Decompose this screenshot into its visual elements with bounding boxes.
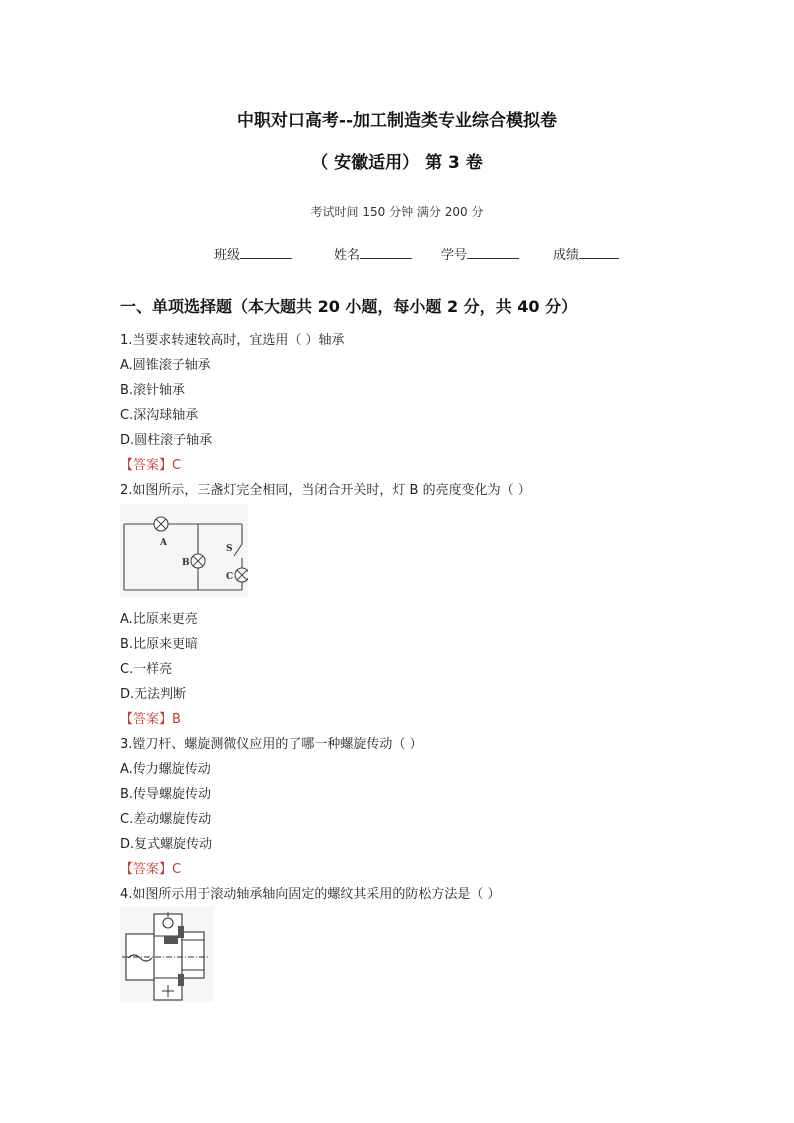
question-1-option-b: B.滚针轴承: [120, 383, 186, 398]
lamp-b-icon: [191, 554, 205, 568]
question-4-stem: 4.如图所示用于滚动轴承轴向固定的螺纹其采用的防松方法是（ ）: [120, 887, 501, 902]
question-2-answer: 【答案】B: [120, 712, 181, 727]
label-s: S: [226, 544, 233, 554]
question-1-option-c: C.深沟球轴承: [120, 408, 199, 423]
question-2-option-b: B.比原来更暗: [120, 637, 199, 652]
question-3-stem: 3.镗刀杆、螺旋测微仪应用的了哪一种螺旋传动（ ）: [120, 737, 423, 752]
question-1-option-a: A.圆锥滚子轴承: [120, 358, 211, 373]
class-label: 班级: [214, 248, 241, 263]
name-blank[interactable]: [360, 246, 412, 259]
question-2-option-d: D.无法判断: [120, 687, 187, 702]
label-c: C: [226, 572, 234, 582]
student-id-label: 学号: [441, 248, 468, 263]
lamp-a-icon: [154, 517, 168, 531]
question-3-option-b: B.传导螺旋传动: [120, 787, 212, 802]
circuit-diagram: [120, 504, 248, 598]
score-label: 成绩: [553, 248, 580, 263]
question-3-option-c: C.差动螺旋传动: [120, 812, 212, 827]
question-3-answer: 【答案】C: [120, 862, 182, 877]
lamp-c-icon: [235, 568, 248, 582]
question-3-option-d: D.复式螺旋传动: [120, 837, 213, 852]
label-a: A: [160, 538, 167, 548]
section-heading: 一、单项选择题（本大题共 20 小题，每小题 2 分，共 40 分）: [120, 297, 578, 316]
class-blank[interactable]: [240, 246, 292, 259]
question-3-option-a: A.传力螺旋传动: [120, 762, 211, 777]
name-label: 姓名: [334, 248, 361, 263]
score-blank[interactable]: [579, 246, 619, 259]
student-id-blank[interactable]: [467, 246, 519, 259]
class-field: [214, 244, 292, 263]
bearing-nut-diagram: [120, 906, 214, 1002]
exam-subtitle: （ 安徽适用） 第 3 卷: [311, 153, 483, 173]
question-2-option-a: A.比原来更亮: [120, 612, 198, 627]
label-b: B: [182, 558, 190, 568]
student-id-field: [441, 244, 519, 263]
question-1-stem: 1.当要求转速较高时，宜选用（ ）轴承: [120, 333, 345, 348]
score-field: [553, 244, 619, 263]
exam-info: 考试时间 150 分钟 满分 200 分: [310, 205, 484, 219]
question-2-option-c: C.一样亮: [120, 662, 173, 677]
question-1-option-d: D.圆柱滚子轴承: [120, 433, 213, 448]
exam-title: 中职对口高考--加工制造类专业综合模拟卷: [236, 111, 558, 131]
question-1-answer: 【答案】C: [120, 458, 182, 473]
question-2-stem: 2.如图所示，三盏灯完全相同，当闭合开关时，灯 B 的亮度变化为（ ）: [120, 483, 531, 498]
name-field: [334, 244, 412, 263]
